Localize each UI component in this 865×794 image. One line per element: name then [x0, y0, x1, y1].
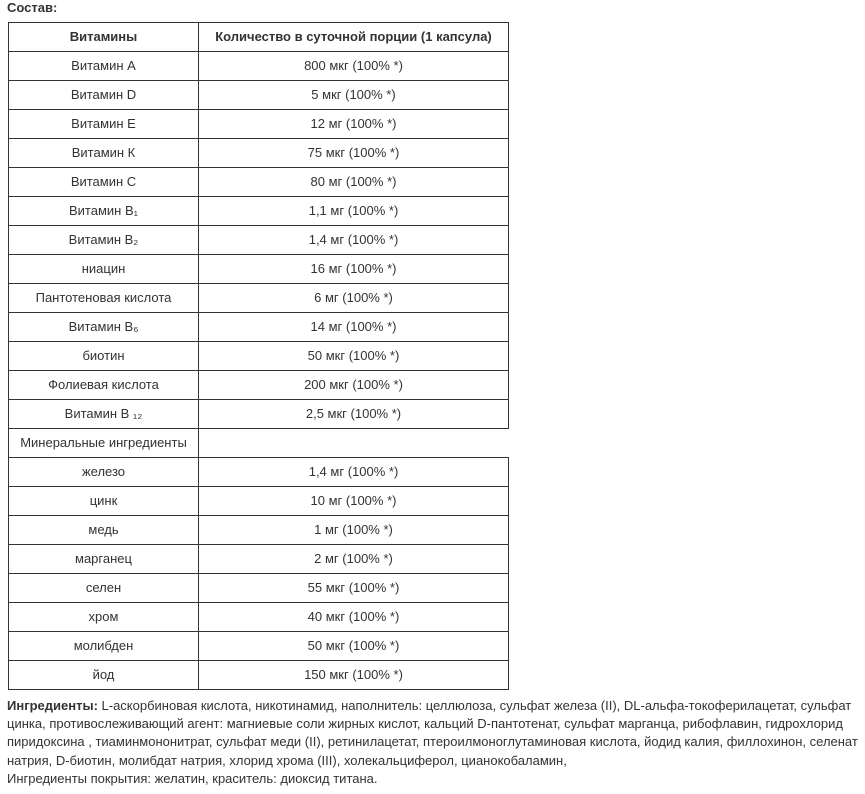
- nutrient-name: йод: [9, 661, 199, 690]
- table-row: [9, 110, 509, 139]
- nutrient-name: Витамин D: [9, 81, 199, 110]
- nutrient-name: селен: [9, 574, 199, 603]
- nutrient-amount: 1 мг (100% *): [199, 516, 509, 545]
- nutrient-name: железо: [9, 458, 199, 487]
- nutrient-name: Витамин В ₁₂: [9, 400, 199, 429]
- nutrient-amount: 75 мкг (100% *): [199, 139, 509, 168]
- composition-table: [8, 22, 509, 690]
- nutrient-name: Витамин Е: [9, 110, 199, 139]
- nutrient-name: молибден: [9, 632, 199, 661]
- nutrient-name: Витамин К: [9, 139, 199, 168]
- table-row: [9, 400, 509, 429]
- table-row: [9, 487, 509, 516]
- nutrient-name: Фолиевая кислота: [9, 371, 199, 400]
- table-row: [9, 661, 509, 690]
- nutrient-name: Витамин В₁: [9, 197, 199, 226]
- nutrient-amount: 1,4 мг (100% *): [199, 226, 509, 255]
- ingredients-label: Ингредиенты:: [7, 698, 98, 713]
- minerals-section-blank: [199, 429, 509, 458]
- nutrient-amount: 5 мкг (100% *): [199, 81, 509, 110]
- table-row: [9, 545, 509, 574]
- nutrient-amount: 6 мг (100% *): [199, 284, 509, 313]
- table-row: [9, 197, 509, 226]
- coating-ingredients-text: Ингредиенты покрытия: желатин, краситель: диоксид титана.: [7, 770, 378, 786]
- nutrient-amount: 80 мг (100% *): [199, 168, 509, 197]
- composition-heading: Состав:: [7, 0, 58, 15]
- minerals-section-title: Минеральные ингредиенты: [9, 429, 199, 458]
- table-row: [9, 284, 509, 313]
- table-row: [9, 255, 509, 284]
- nutrient-amount: 12 мг (100% *): [199, 110, 509, 139]
- nutrient-amount: 1,1 мг (100% *): [199, 197, 509, 226]
- nutrient-amount: 2 мг (100% *): [199, 545, 509, 574]
- nutrient-name: марганец: [9, 545, 199, 574]
- nutrient-amount: 14 мг (100% *): [199, 313, 509, 342]
- header-amount: Количество в суточной порции (1 капсула): [199, 23, 509, 52]
- table-row: [9, 342, 509, 371]
- nutrient-name: биотин: [9, 342, 199, 371]
- nutrient-name: Витамин В₂: [9, 226, 199, 255]
- nutrient-amount: 150 мкг (100% *): [199, 661, 509, 690]
- nutrient-amount: 40 мкг (100% *): [199, 603, 509, 632]
- header-vitamins: Витамины: [9, 23, 199, 52]
- table-row: [9, 516, 509, 545]
- nutrient-amount: 800 мкг (100% *): [199, 52, 509, 81]
- table-row: [9, 632, 509, 661]
- table-row: [9, 139, 509, 168]
- table-row: [9, 574, 509, 603]
- nutrient-amount: 16 мг (100% *): [199, 255, 509, 284]
- table-row: [9, 52, 509, 81]
- nutrient-name: Витамин В₆: [9, 313, 199, 342]
- table-row: [9, 168, 509, 197]
- nutrient-name: хром: [9, 603, 199, 632]
- table-row: [9, 458, 509, 487]
- nutrient-amount: 50 мкг (100% *): [199, 632, 509, 661]
- table-header-row: [9, 23, 509, 52]
- nutrient-amount: 1,4 мг (100% *): [199, 458, 509, 487]
- table-row: [9, 313, 509, 342]
- nutrient-name: Витамин С: [9, 168, 199, 197]
- nutrient-name: Пантотеновая кислота: [9, 284, 199, 313]
- table-row: [9, 81, 509, 110]
- ingredients-text: L-аскорбиновая кислота, никотинамид, наполнитель: целлюлоза, сульфат железа (II), DL-альфа-токоферилацетат, сульфат цинка, противослеживающий агент: магниевые соли жирных кислот, кальций D-пантотенат, сульфат марганца, рибофлавин, гидрохлорид пиридоксина , тиаминмононитрат, сульфат меди (II), ретинилацетат, птероилмоноглутаминовая кислота, йодид калия, филлохинон, селенат натрия, D-биотин, молибдат натрия, хлорид хрома (III), холекальциферол, цианокобаламин,: [7, 698, 858, 768]
- nutrient-amount: 10 мг (100% *): [199, 487, 509, 516]
- nutrient-amount: 55 мкг (100% *): [199, 574, 509, 603]
- nutrient-amount: 50 мкг (100% *): [199, 342, 509, 371]
- minerals-section-row: [9, 429, 509, 458]
- nutrient-name: ниацин: [9, 255, 199, 284]
- nutrient-name: цинк: [9, 487, 199, 516]
- nutrient-amount: 200 мкг (100% *): [199, 371, 509, 400]
- nutrient-name: Витамин А: [9, 52, 199, 81]
- nutrient-amount: 2,5 мкг (100% *): [199, 400, 509, 429]
- table-row: [9, 603, 509, 632]
- nutrient-name: медь: [9, 516, 199, 545]
- table-row: [9, 226, 509, 255]
- table-row: [9, 371, 509, 400]
- ingredients-paragraph: [7, 697, 859, 788]
